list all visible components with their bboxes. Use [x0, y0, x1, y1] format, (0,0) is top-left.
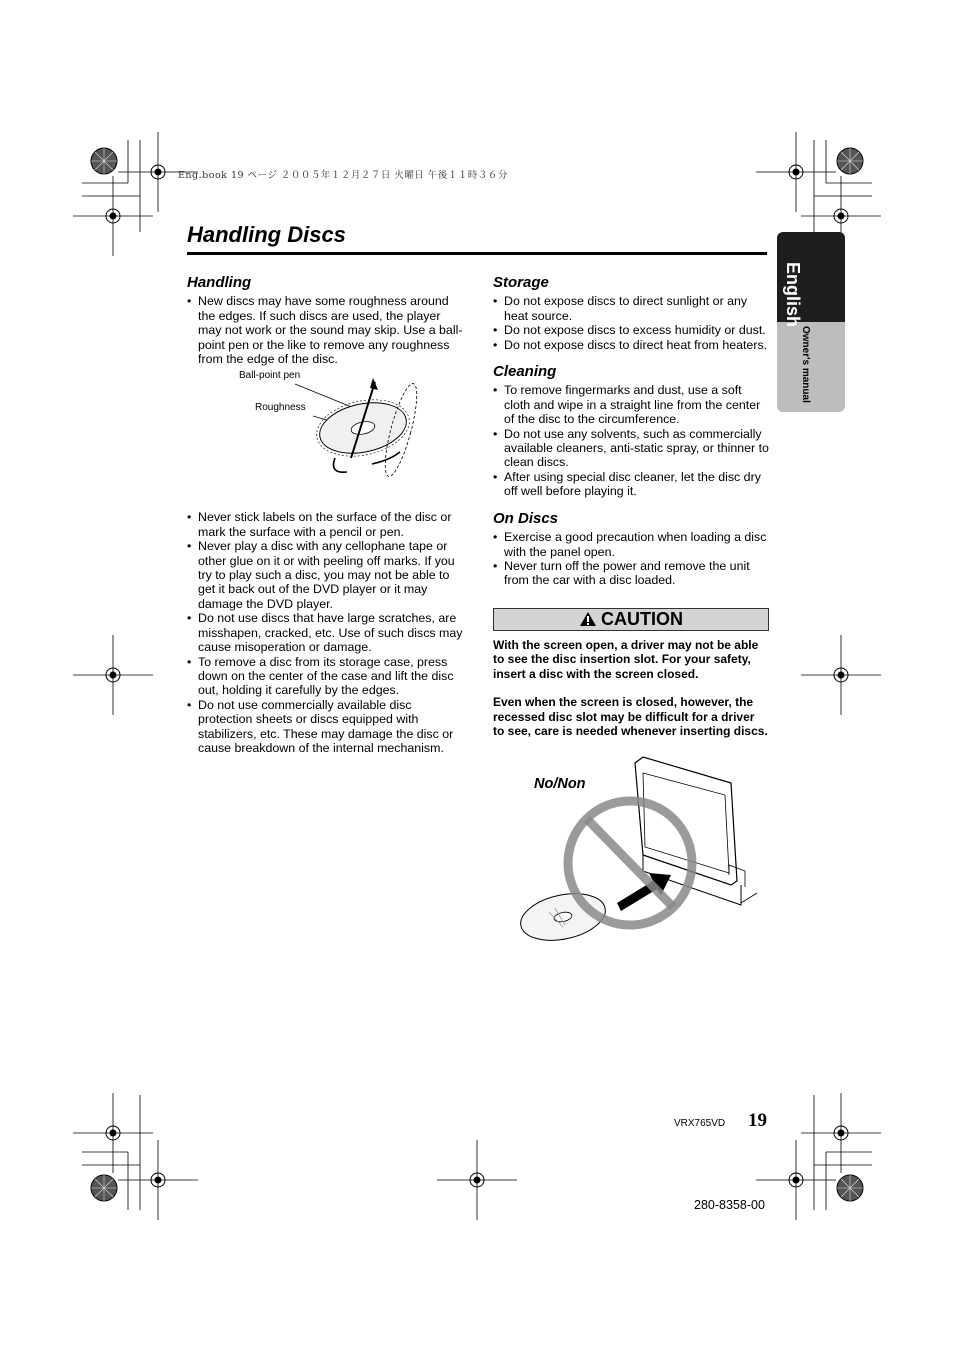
list-item: • To remove a disc from its storage case, press down on the center of the case and lift the disc out, holding it carefully by the edges.	[187, 655, 463, 698]
handling-heading: Handling	[187, 274, 252, 291]
list-item: • Do not use any solvents, such as commercially available cleaners, anti-static spray, or thinner to clean discs.	[493, 427, 769, 470]
list-item: • Do not use discs that have large scratches, are misshapen, cracked, etc. Use of such discs may cause misoperation or damage.	[187, 611, 463, 654]
cleaning-list	[493, 383, 769, 498]
no-non-label: No/Non	[534, 775, 586, 792]
cleaning-heading: Cleaning	[493, 363, 557, 381]
part-number: 280-8358-00	[694, 1198, 765, 1212]
disc-pen-figure	[187, 366, 463, 510]
handling-list-bottom	[187, 510, 463, 755]
list-item: • Never turn off the power and remove the unit from the car with a disc loaded.	[493, 559, 769, 588]
left-column	[187, 276, 463, 755]
no-disc-figure	[493, 753, 769, 943]
caution-paragraph-1: With the screen open, a driver may not be able to see the disc insertion slot. For your safety, insert a disc with the screen closed.	[493, 637, 759, 681]
list-item: • Do not expose discs to excess humidity or dust.	[493, 323, 769, 337]
list-item: • New discs may have some roughness around the edges. If such discs are used, the player may not work or the sound may skip. Use a ball-point pen or the like to remove any roughness from the edge of the disc.	[187, 294, 463, 366]
page-number: 19	[748, 1110, 767, 1131]
list-item: • Do not use commercially available disc protection sheets or discs equipped with stabilizers, etc. These may damage the disc or cause breakdown of the internal mechanism.	[187, 698, 463, 756]
page-title: Handling Discs	[187, 222, 346, 247]
handling-list-top	[187, 294, 463, 366]
list-item: • After using special disc cleaner, let the disc dry off well before playing it.	[493, 470, 769, 499]
on-discs-heading: On Discs	[493, 509, 559, 527]
warning-icon	[579, 611, 597, 627]
label-ball-point-pen: Ball-point pen	[239, 370, 301, 382]
storage-list	[493, 294, 769, 352]
language-tab-label: English	[783, 262, 803, 328]
model-number: VRX765VD	[674, 1118, 726, 1129]
list-item: • Exercise a good precaution when loading a disc with the panel open.	[493, 530, 769, 559]
disc-pen-illustration	[187, 366, 463, 510]
manual-tab-label: Owner's manual	[800, 326, 811, 403]
print-header: Eng.book 19 ページ ２００５年１２月２７日 火曜日 午後１１時３６分	[178, 170, 508, 181]
manual-tab	[777, 322, 845, 412]
list-item: • To remove fingermarks and dust, use a soft cloth and wipe in a straight line from the center of the disc to the circumference.	[493, 383, 769, 426]
list-item: • Do not expose discs to direct heat from heaters.	[493, 338, 769, 352]
caution-paragraph-2: Even when the screen is closed, however, the recessed disc slot may be difficult for a driver to see, care is needed whenever inserting discs.	[493, 695, 768, 739]
on-discs-list	[493, 530, 769, 588]
title-rule	[187, 252, 767, 255]
list-item: • Do not expose discs to direct sunlight or any heat source.	[493, 294, 769, 323]
label-roughness: Roughness	[255, 402, 306, 414]
caution-label: CAUTION	[601, 609, 683, 630]
caution-banner	[493, 608, 769, 631]
list-item: • Never stick labels on the surface of the disc or mark the surface with a pencil or pen.	[187, 510, 463, 539]
storage-heading: Storage	[493, 274, 549, 291]
right-column	[493, 276, 769, 943]
list-item: • Never play a disc with any cellophane tape or other glue on it or with peeling off marks. If you try to play such a disc, you may not be able to get it back out of the DVD player or it may damage the DVD player.	[187, 539, 463, 611]
